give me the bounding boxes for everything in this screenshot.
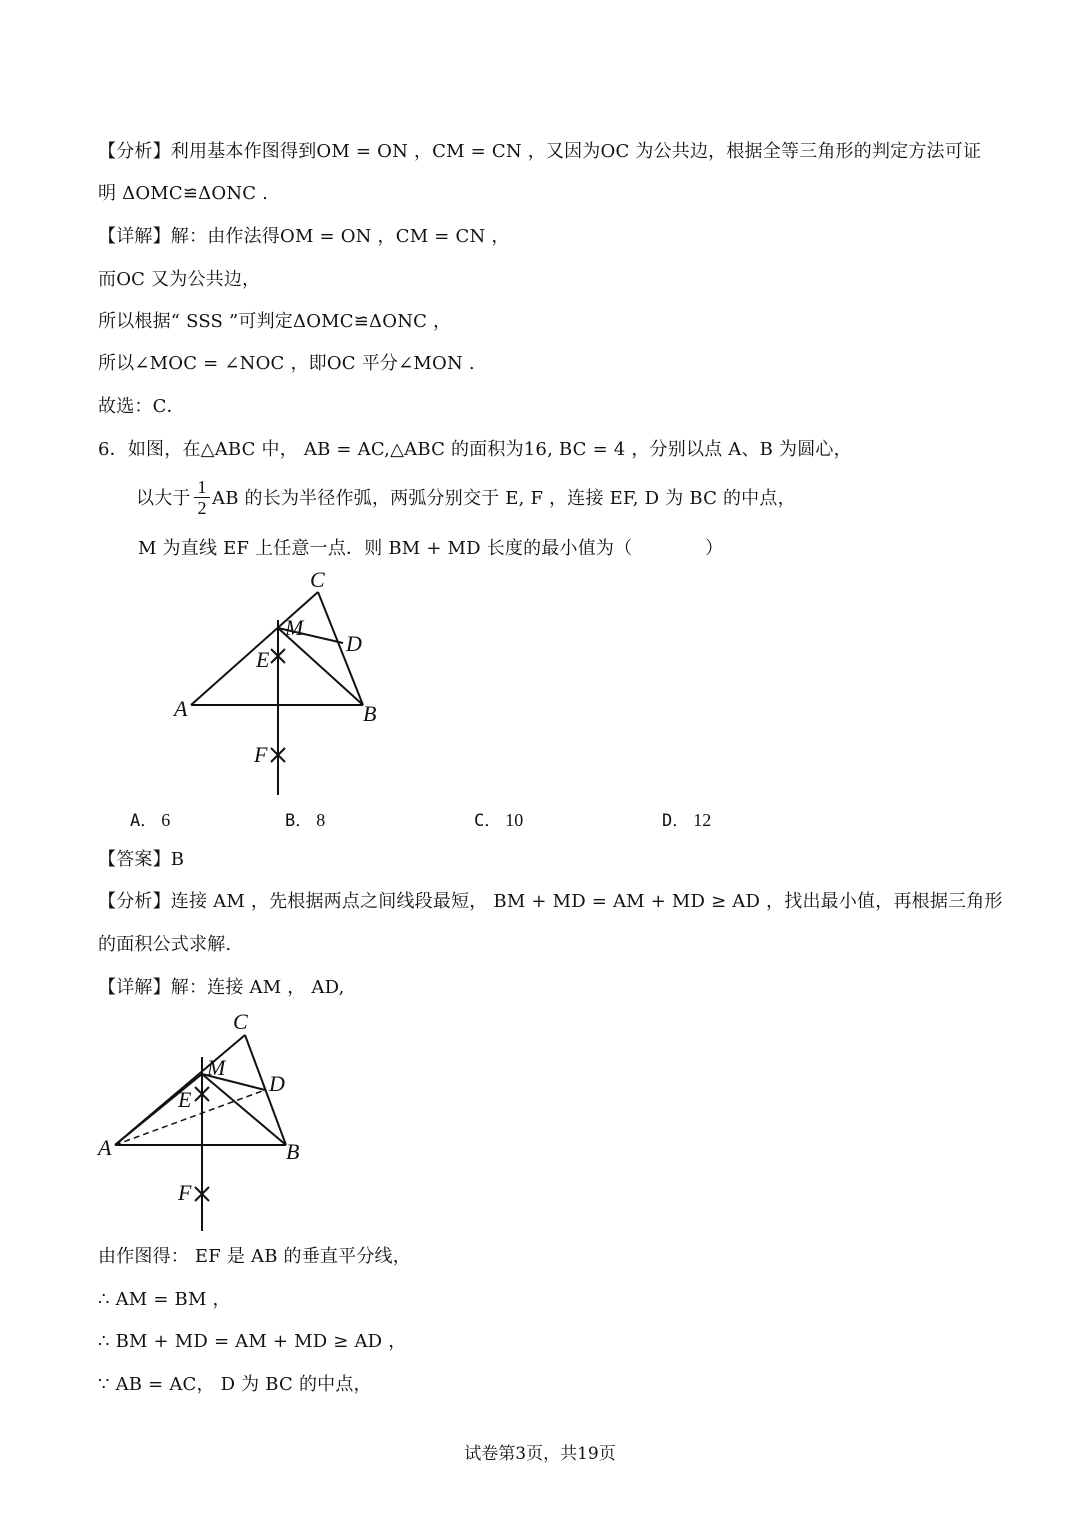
fig2-label-f: F (178, 1180, 192, 1205)
answer-line: 【答案】B (98, 849, 185, 870)
fig2-label-c: C (233, 1009, 248, 1034)
fig2-label-e: E (178, 1087, 192, 1112)
fig1-label-m: M (285, 615, 304, 640)
question-6-line-3: M 为直线 EF 上任意一点．则 BM + MD 长度的最小值为（ ） (138, 538, 724, 559)
detail-line-4: 所以∠MOC = ∠NOC ，即OC 平分∠MON . (98, 353, 475, 374)
fig1-label-b: B (363, 701, 377, 726)
fig1-label-c: C (310, 567, 325, 592)
fig1-label-f: F (254, 742, 268, 767)
detail-line-2: 而OC 又为公共边， (98, 269, 261, 290)
fig1-label-e: E (256, 647, 270, 672)
option-d-value: 12 (693, 810, 712, 830)
fig2-label-b: B (286, 1139, 300, 1164)
fig2-label-m: M (207, 1055, 226, 1080)
detail-line-3: 所以根据“ SSS ”可判定ΔOMC≌ΔONC ， (98, 311, 452, 332)
detail-2-line-5: ∵ AB = AC， D 为 BC 的中点， (98, 1374, 372, 1395)
analysis-2-line-1: 【分析】连接 AM ，先根据两点之间线段最短， BM + MD = AM + MD ≥ AD ，找出最小值，再根据三角形 (98, 891, 1003, 912)
option-a-letter: A． (130, 811, 158, 831)
option-c (474, 806, 523, 831)
triangle-figure-2 (90, 1005, 320, 1235)
choice-line: 故选：C． (98, 396, 185, 417)
triangle-figure-1 (150, 565, 410, 800)
fraction-one-half (194, 477, 210, 518)
detail-2-line-1: 【详解】解：连接 AM ， AD, (98, 977, 345, 998)
fig1-label-a: A (174, 696, 188, 721)
fraction-denominator: 2 (197, 498, 207, 518)
fig1-segment-ac (191, 592, 318, 705)
detail-line-1: 【详解】解：由作法得OM = ON ，CM = CN ， (98, 226, 510, 247)
page-footer: 试卷第3页，共19页 (464, 1444, 616, 1464)
option-a-value: 6 (161, 810, 171, 830)
option-a (130, 806, 170, 831)
detail-2-line-2: 由作图得： EF 是 AB 的垂直平分线， (98, 1246, 411, 1267)
detail-2-line-4: ∴ BM + MD = AM + MD ≥ AD ， (98, 1331, 407, 1352)
question-6-line-1: 6．如图，在△ABC 中， AB = AC,△ABC 的面积为16, BC = 4 ，分别以点 A、B 为圆心， (98, 439, 852, 460)
detail-2-line-3: ∴ AM = BM ， (98, 1289, 231, 1310)
question-6-line-2: AB 的长为半径作弧，两弧分别交于 E, F ，连接 EF, D 为 BC 的中点， (212, 488, 796, 509)
option-b (285, 806, 325, 831)
option-d (662, 806, 711, 831)
analysis-line-1: 【分析】利用基本作图得到OM = ON ，CM = CN ，又因为OC 为公共边，根据全等三角形的判定方法可证 (98, 141, 982, 162)
analysis-2-line-2: 的面积公式求解. (98, 934, 232, 955)
fraction-numerator: 1 (197, 477, 207, 497)
analysis-line-2: 明 ΔOMC≌ΔONC . (98, 183, 269, 204)
fig1-label-d: D (346, 631, 362, 656)
option-b-letter: B． (285, 811, 313, 831)
option-d-letter: D． (662, 811, 690, 831)
option-c-value: 10 (505, 810, 524, 830)
option-b-value: 8 (316, 810, 326, 830)
question-6-line-2-prefix: 以大于 (136, 488, 191, 509)
fig2-label-d: D (269, 1071, 285, 1096)
option-c-letter: C． (474, 811, 502, 831)
fig2-label-a: A (98, 1135, 112, 1160)
